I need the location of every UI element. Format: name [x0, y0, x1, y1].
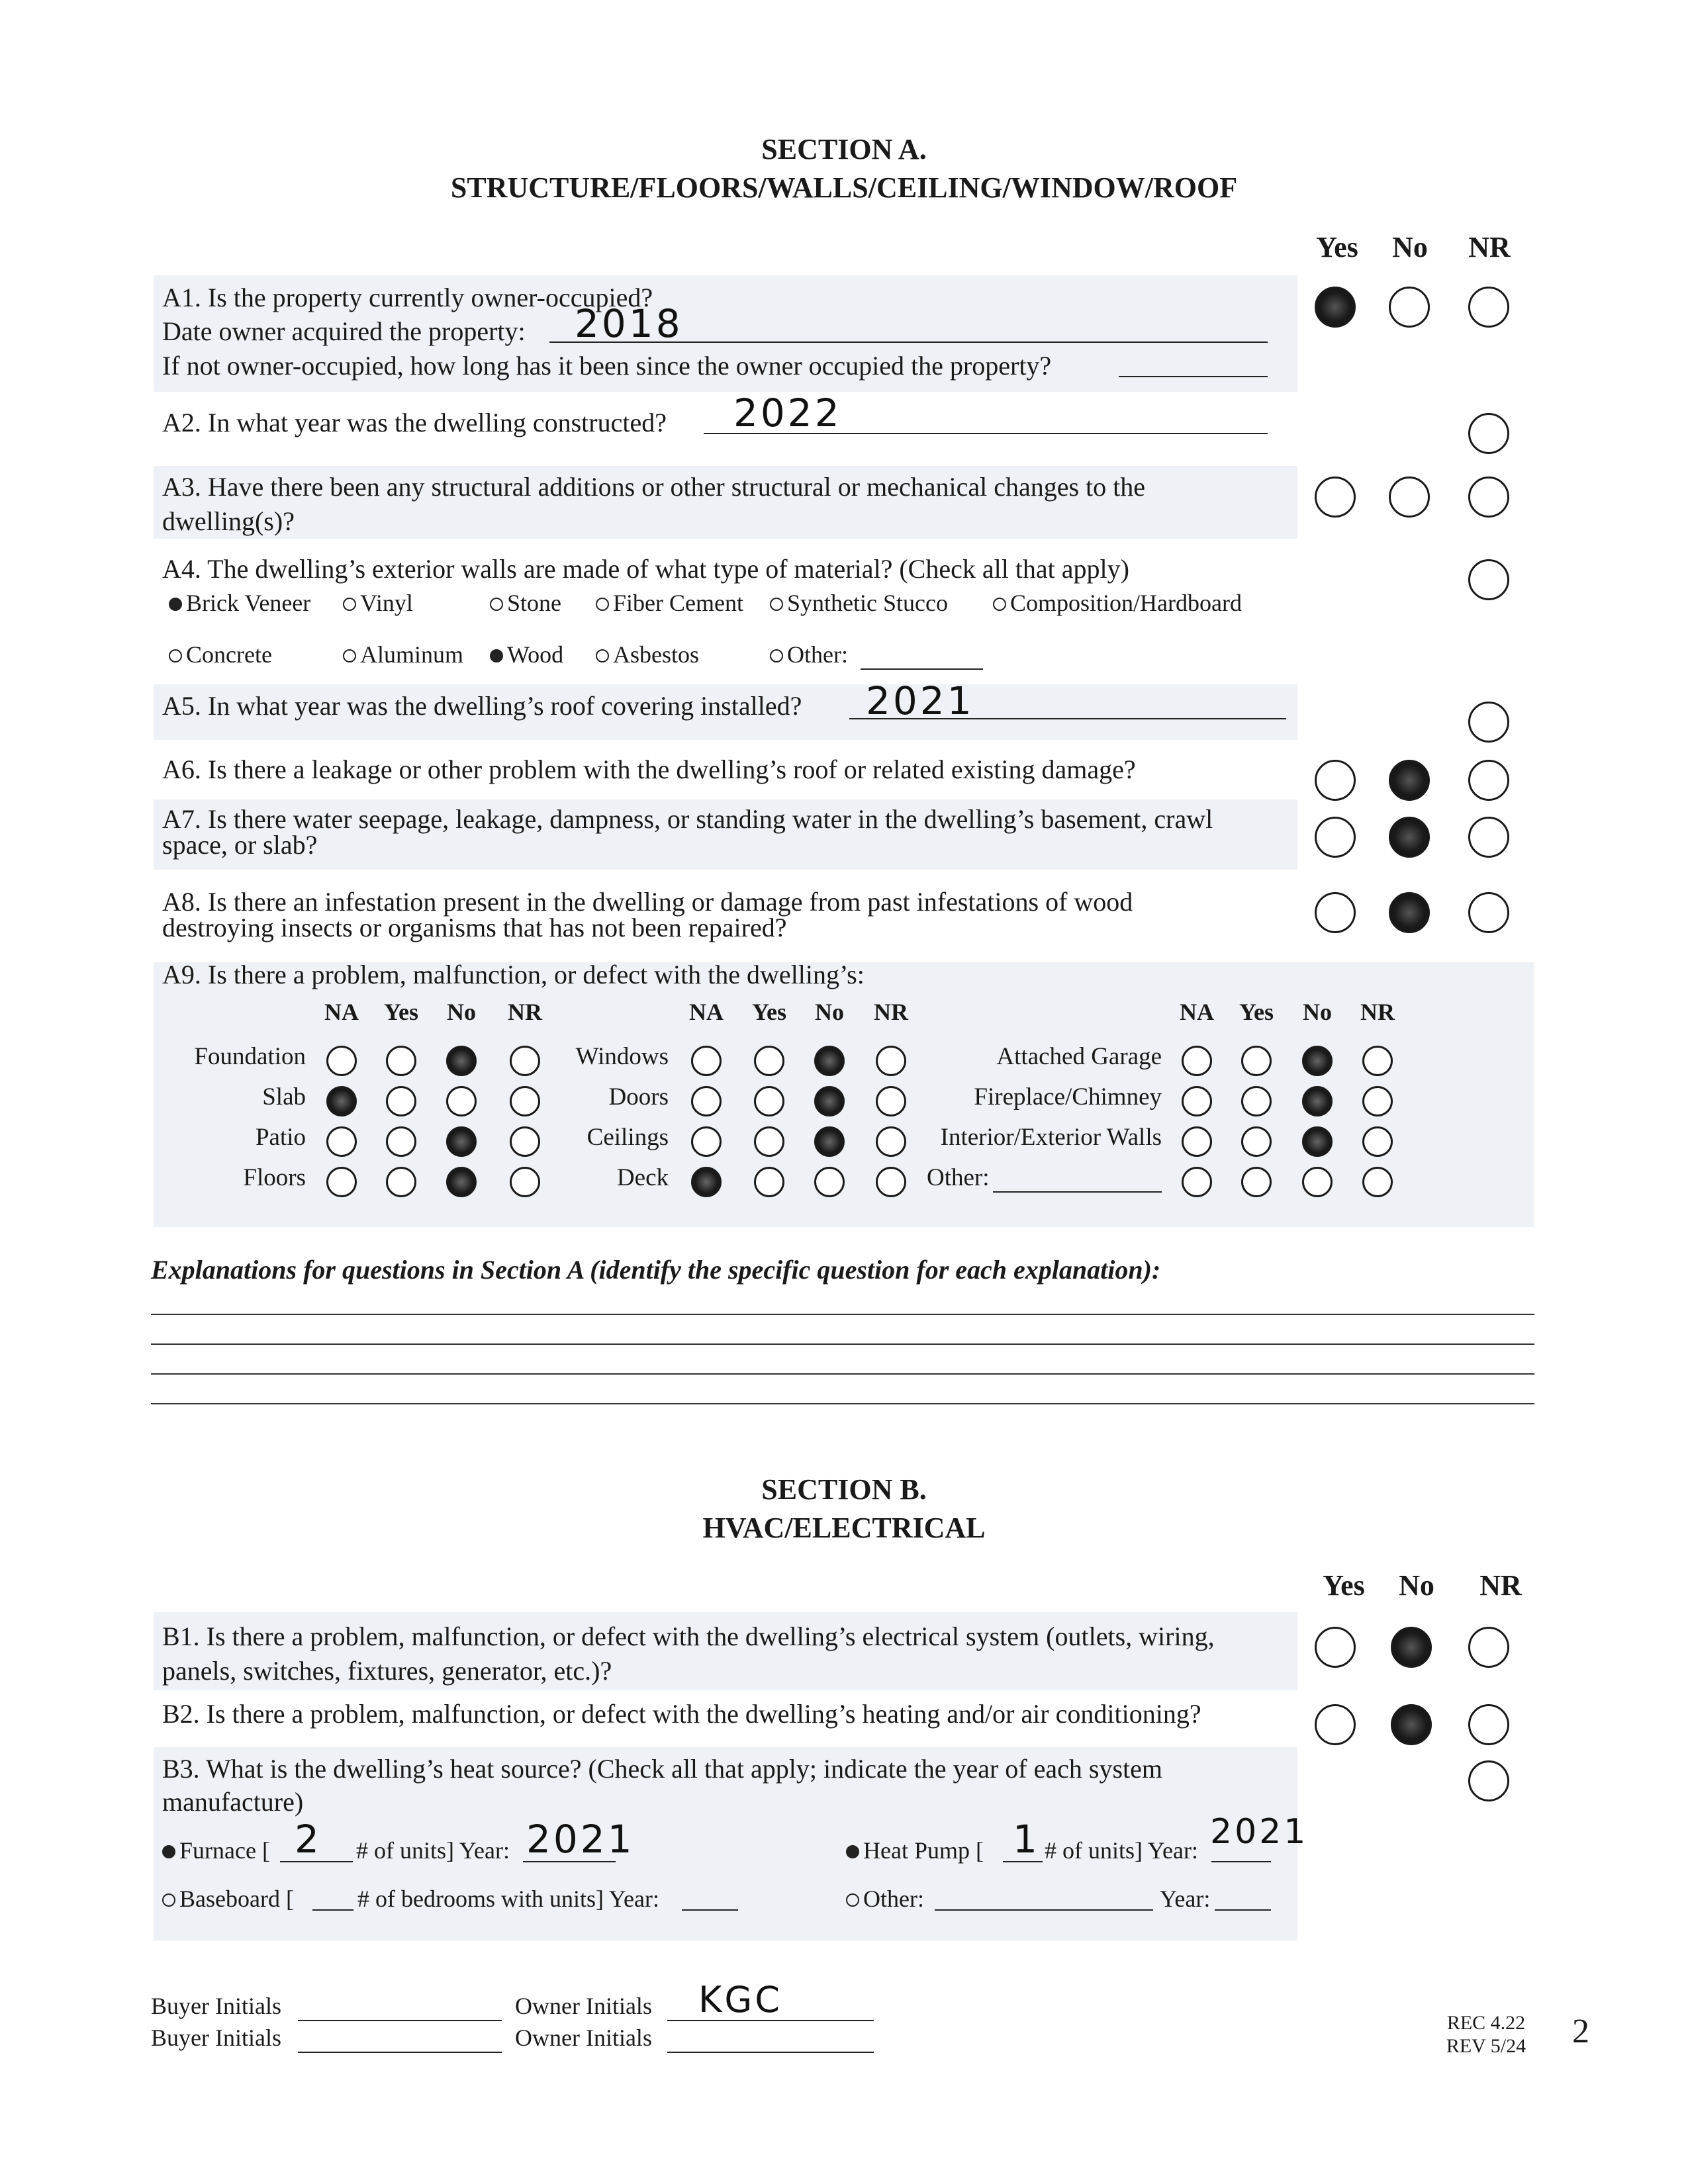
a1-notocc-field[interactable]	[1119, 376, 1268, 377]
a9-windows-nr-radio[interactable]	[876, 1046, 906, 1076]
b2-yes-radio[interactable]	[1315, 1704, 1356, 1745]
a6-question: A6. Is there a leakage or other problem with the dwelling’s roof or related existing damage?	[162, 754, 1136, 784]
a9-attached-garage-no-radio[interactable]	[1302, 1046, 1333, 1076]
grid-other-field[interactable]	[993, 1191, 1162, 1193]
explanation-line-4[interactable]	[151, 1403, 1534, 1404]
asbestos-checkbox-icon	[596, 649, 609, 662]
a9-interior-exterior-walls-na-radio[interactable]	[1182, 1126, 1212, 1157]
grid-label-ceilings: Ceilings	[586, 1124, 669, 1151]
a3-nr-radio[interactable]	[1468, 477, 1509, 518]
aluminum-checkbox-icon	[343, 649, 356, 662]
b-col-header-nr: NR	[1479, 1569, 1522, 1602]
a9-attached-garage-na-radio[interactable]	[1182, 1046, 1212, 1076]
a9-ceilings-no-radio[interactable]	[814, 1126, 845, 1157]
a4-option-asbestos[interactable]: Asbestos	[596, 641, 699, 668]
a9-foundation-no-radio[interactable]	[446, 1046, 477, 1076]
a9-floors-yes-radio[interactable]	[386, 1167, 416, 1197]
b3-other-year-field[interactable]	[1215, 1909, 1271, 1911]
grid-label-doors: Doors	[608, 1083, 669, 1111]
a9-ceilings-na-radio[interactable]	[691, 1126, 722, 1157]
a9-foundation-na-radio[interactable]	[326, 1046, 357, 1076]
b1-question-line1: B1. Is there a problem, malfunction, or defect with the dwelling’s electrical system (outlets, wiring,	[162, 1621, 1215, 1651]
b1-question-line2: panels, switches, fixtures, generator, etc.)?	[162, 1656, 612, 1686]
explanations-label: Explanations for questions in Section A (identify the specific question for each explanation):	[151, 1255, 1161, 1285]
b3-option-heat-pump[interactable]: Heat Pump [	[846, 1837, 984, 1864]
grid2-header-nr: NR	[874, 999, 908, 1025]
brick-checkbox-icon	[169, 598, 182, 611]
a9-ceilings-nr-radio[interactable]	[876, 1126, 906, 1157]
a3-question-line2: dwelling(s)?	[162, 506, 295, 536]
a7-question-line1: A7. Is there water seepage, leakage, dampness, or standing water in the dwelling’s basement, crawl	[162, 804, 1213, 834]
a6-yes-radio[interactable]	[1315, 760, 1356, 801]
baseboard-units-field[interactable]	[312, 1909, 353, 1911]
b3-question-line2: manufacture)	[162, 1787, 304, 1817]
baseboard-units-label: # of bedrooms with units] Year:	[357, 1886, 659, 1912]
a9-deck-no-radio[interactable]	[814, 1167, 845, 1197]
grid3-header-nr: NR	[1360, 999, 1395, 1025]
fiber-cement-checkbox-icon	[596, 598, 609, 611]
owner-initials-value: KGC	[698, 1979, 782, 2021]
a7-yes-radio[interactable]	[1315, 817, 1356, 858]
a1-date-label: Date owner acquired the property:	[162, 316, 526, 346]
a8-question-line2: destroying insects or organisms that has not been repaired?	[162, 913, 787, 942]
b1-yes-radio[interactable]	[1315, 1627, 1356, 1668]
a2-question: A2. In what year was the dwelling constructed?	[162, 408, 667, 437]
a8-no-radio[interactable]	[1389, 892, 1430, 933]
explanation-line-2[interactable]	[151, 1343, 1534, 1345]
a9-floors-no-radio[interactable]	[446, 1167, 477, 1197]
composition-checkbox-icon	[993, 598, 1006, 611]
a9-doors-yes-radio[interactable]	[754, 1086, 784, 1116]
a7-question-line2: space, or slab?	[162, 830, 318, 860]
a9-fireplace-chimney-no-radio[interactable]	[1302, 1086, 1333, 1116]
b3-option-furnace[interactable]: Furnace [	[162, 1837, 270, 1864]
grid3-header-no: No	[1303, 999, 1332, 1025]
form-code: REC 4.22	[1446, 2012, 1526, 2034]
a6-no-radio[interactable]	[1389, 760, 1430, 801]
col-header-nr: NR	[1468, 231, 1511, 263]
b3-other-checkbox-icon	[846, 1893, 859, 1907]
grid2-header-no: No	[815, 999, 844, 1025]
a9-deck-nr-radio[interactable]	[876, 1167, 906, 1197]
col-header-no: No	[1392, 231, 1428, 263]
a9-interior-exterior-walls-yes-radio[interactable]	[1241, 1126, 1272, 1157]
b-col-header-no: No	[1399, 1569, 1434, 1602]
a9-other-nr-radio[interactable]	[1362, 1167, 1393, 1197]
a8-yes-radio[interactable]	[1315, 892, 1356, 933]
grid-label-slab: Slab	[262, 1083, 306, 1111]
furnace-units-value: 2	[295, 1817, 322, 1862]
b-col-header-yes: Yes	[1323, 1569, 1365, 1602]
a4-option-aluminum[interactable]: Aluminum	[343, 641, 463, 668]
furnace-checkbox-icon	[162, 1845, 175, 1858]
a4-option-composition[interactable]: Composition/Hardboard	[993, 589, 1242, 617]
a4-option-brick[interactable]: Brick Veneer	[169, 589, 310, 617]
a9-other-na-radio[interactable]	[1182, 1167, 1212, 1197]
grid1-header-na: NA	[324, 999, 359, 1025]
a9-deck-na-radio[interactable]	[691, 1167, 722, 1197]
a9-other-yes-radio[interactable]	[1241, 1167, 1272, 1197]
a4-option-wood[interactable]: Wood	[490, 641, 563, 668]
baseboard-year-field[interactable]	[682, 1909, 738, 1911]
grid1-header-no: No	[447, 999, 476, 1025]
col-header-yes: Yes	[1316, 231, 1358, 263]
grid-label-deck: Deck	[616, 1164, 669, 1191]
section-b-subtitle: HVAC/ELECTRICAL	[702, 1512, 986, 1544]
a9-patio-no-radio[interactable]	[446, 1126, 477, 1157]
a9-interior-exterior-walls-nr-radio[interactable]	[1362, 1126, 1393, 1157]
heatpump-year-field[interactable]	[1211, 1861, 1271, 1862]
stone-checkbox-icon	[490, 598, 503, 611]
section-b-title: SECTION B.	[761, 1473, 927, 1506]
a3-yes-radio[interactable]	[1315, 477, 1356, 518]
a4-option-synthetic-stucco[interactable]: Synthetic Stucco	[770, 589, 948, 617]
grid-label-walls: Interior/Exterior Walls	[940, 1124, 1162, 1151]
a4-other-field[interactable]	[861, 668, 983, 670]
stucco-checkbox-icon	[770, 598, 783, 611]
heatpump-units-value: 1	[1013, 1817, 1040, 1862]
a9-fireplace-chimney-nr-radio[interactable]	[1362, 1086, 1393, 1116]
baseboard-checkbox-icon	[162, 1893, 175, 1907]
b3-other-field[interactable]	[935, 1909, 1153, 1911]
grid-label-floors: Floors	[243, 1164, 306, 1191]
a9-foundation-nr-radio[interactable]	[510, 1046, 540, 1076]
a5-year-value: 2021	[866, 678, 974, 723]
a5-question: A5. In what year was the dwelling’s roof covering installed?	[162, 691, 802, 721]
a4-option-concrete[interactable]: Concrete	[169, 641, 272, 668]
a9-slab-yes-radio[interactable]	[386, 1086, 416, 1116]
grid2-header-na: NA	[689, 999, 724, 1025]
b3-option-other[interactable]: Other:	[846, 1885, 924, 1913]
a1-question: A1. Is the property currently owner-occupied?	[162, 283, 653, 312]
a4-option-stone[interactable]: Stone	[490, 589, 561, 617]
a9-slab-nr-radio[interactable]	[510, 1086, 540, 1116]
a7-nr-radio[interactable]	[1468, 817, 1509, 858]
grid1-header-yes: Yes	[384, 999, 418, 1025]
a9-doors-no-radio[interactable]	[814, 1086, 845, 1116]
a9-slab-no-radio[interactable]	[446, 1086, 477, 1116]
b3-option-baseboard[interactable]: Baseboard [	[162, 1885, 294, 1913]
a8-question-line1: A8. Is there an infestation present in the dwelling or damage from past infestations of wood	[162, 887, 1133, 917]
a9-patio-nr-radio[interactable]	[510, 1126, 540, 1157]
buyer-initials-field-2[interactable]	[298, 2052, 502, 2053]
a4-nr-radio[interactable]	[1468, 559, 1509, 600]
a3-question-line1: A3. Have there been any structural additions or other structural or mechanical changes to the	[162, 472, 1145, 502]
heatpump-units-label: # of units] Year:	[1045, 1837, 1198, 1864]
b2-no-radio[interactable]	[1391, 1704, 1432, 1745]
b3-question-line1: B3. What is the dwelling’s heat source? (Check all that apply; indicate the year of each system	[162, 1754, 1162, 1784]
buyer-initials-field-1[interactable]	[298, 2020, 502, 2021]
b2-question: B2. Is there a problem, malfunction, or defect with the dwelling’s heating and/or air conditioning?	[162, 1699, 1201, 1729]
a9-floors-na-radio[interactable]	[326, 1167, 357, 1197]
a2-nr-radio[interactable]	[1468, 413, 1509, 454]
heatpump-year-value: 2021	[1210, 1812, 1309, 1852]
owner-initials-label-1: Owner Initials	[515, 1993, 652, 2019]
grid-label-patio: Patio	[255, 1124, 306, 1151]
a4-option-other[interactable]: Other:	[770, 641, 848, 668]
a9-doors-na-radio[interactable]	[691, 1086, 722, 1116]
b3-other-year-label: Year:	[1160, 1886, 1211, 1912]
a9-fireplace-chimney-yes-radio[interactable]	[1241, 1086, 1272, 1116]
a9-doors-nr-radio[interactable]	[876, 1086, 906, 1116]
grid-label-fireplace: Fireplace/Chimney	[974, 1083, 1162, 1111]
a1-date-value: 2018	[575, 301, 683, 346]
a6-nr-radio[interactable]	[1468, 760, 1509, 801]
a9-foundation-yes-radio[interactable]	[386, 1046, 416, 1076]
grid-label-foundation: Foundation	[194, 1043, 306, 1070]
grid-label-other: Other:	[927, 1164, 990, 1191]
a4-option-vinyl[interactable]: Vinyl	[343, 589, 413, 617]
a8-nr-radio[interactable]	[1468, 892, 1509, 933]
furnace-units-label: # of units] Year:	[356, 1837, 510, 1864]
wood-checkbox-icon	[490, 649, 503, 662]
a2-year-value: 2022	[733, 390, 842, 435]
a7-no-radio[interactable]	[1389, 817, 1430, 858]
a9-ceilings-yes-radio[interactable]	[754, 1126, 784, 1157]
grid3-header-yes: Yes	[1239, 999, 1274, 1025]
vinyl-checkbox-icon	[343, 598, 356, 611]
a9-patio-yes-radio[interactable]	[386, 1126, 416, 1157]
page-number: 2	[1572, 2013, 1589, 2050]
section-a-subtitle: STRUCTURE/FLOORS/WALLS/CEILING/WINDOW/ROOF	[450, 171, 1238, 204]
grid1-header-nr: NR	[508, 999, 542, 1025]
form-revision: REV 5/24	[1446, 2035, 1526, 2057]
grid-label-attached-garage: Attached Garage	[996, 1043, 1162, 1070]
buyer-initials-label-1: Buyer Initials	[151, 1993, 281, 2019]
concrete-checkbox-icon	[169, 649, 182, 662]
a9-interior-exterior-walls-no-radio[interactable]	[1302, 1126, 1333, 1157]
b1-nr-radio[interactable]	[1468, 1627, 1509, 1668]
a9-floors-nr-radio[interactable]	[510, 1167, 540, 1197]
a3-no-radio[interactable]	[1389, 477, 1430, 518]
grid3-header-na: NA	[1180, 999, 1214, 1025]
a9-slab-na-radio[interactable]	[326, 1086, 357, 1116]
grid2-header-yes: Yes	[752, 999, 786, 1025]
a9-fireplace-chimney-na-radio[interactable]	[1182, 1086, 1212, 1116]
a9-question: A9. Is there a problem, malfunction, or defect with the dwelling’s:	[162, 960, 865, 989]
furnace-year-value: 2021	[526, 1817, 635, 1862]
a9-windows-yes-radio[interactable]	[754, 1046, 784, 1076]
a1-yes-radio[interactable]	[1315, 287, 1356, 328]
b2-nr-radio[interactable]	[1468, 1704, 1509, 1745]
a4-option-fiber-cement[interactable]: Fiber Cement	[596, 589, 743, 617]
a9-attached-garage-nr-radio[interactable]	[1362, 1046, 1393, 1076]
a9-windows-no-radio[interactable]	[814, 1046, 845, 1076]
a4-question: A4. The dwelling’s exterior walls are made of what type of material? (Check all that apply)	[162, 554, 1129, 584]
heat-pump-checkbox-icon	[846, 1845, 859, 1858]
explanation-line-1[interactable]	[151, 1314, 1534, 1315]
a9-attached-garage-yes-radio[interactable]	[1241, 1046, 1272, 1076]
a9-deck-yes-radio[interactable]	[754, 1167, 784, 1197]
a9-patio-na-radio[interactable]	[326, 1126, 357, 1157]
explanation-line-3[interactable]	[151, 1373, 1534, 1375]
a9-other-no-radio[interactable]	[1302, 1167, 1333, 1197]
a1-no-radio[interactable]	[1389, 287, 1430, 328]
b1-no-radio[interactable]	[1391, 1627, 1432, 1668]
a1-nr-radio[interactable]	[1468, 287, 1509, 328]
section-a-title: SECTION A.	[761, 133, 927, 165]
owner-initials-label-2: Owner Initials	[515, 2025, 652, 2051]
a1-notocc-label: If not owner-occupied, how long has it been since the owner occupied the property?	[162, 351, 1052, 381]
a9-windows-na-radio[interactable]	[691, 1046, 722, 1076]
a5-nr-radio[interactable]	[1468, 702, 1509, 743]
b3-nr-radio[interactable]	[1468, 1760, 1509, 1801]
owner-initials-field-2[interactable]	[667, 2052, 874, 2053]
buyer-initials-label-2: Buyer Initials	[151, 2025, 281, 2051]
grid-label-windows: Windows	[575, 1043, 669, 1070]
other-checkbox-icon	[770, 649, 783, 662]
